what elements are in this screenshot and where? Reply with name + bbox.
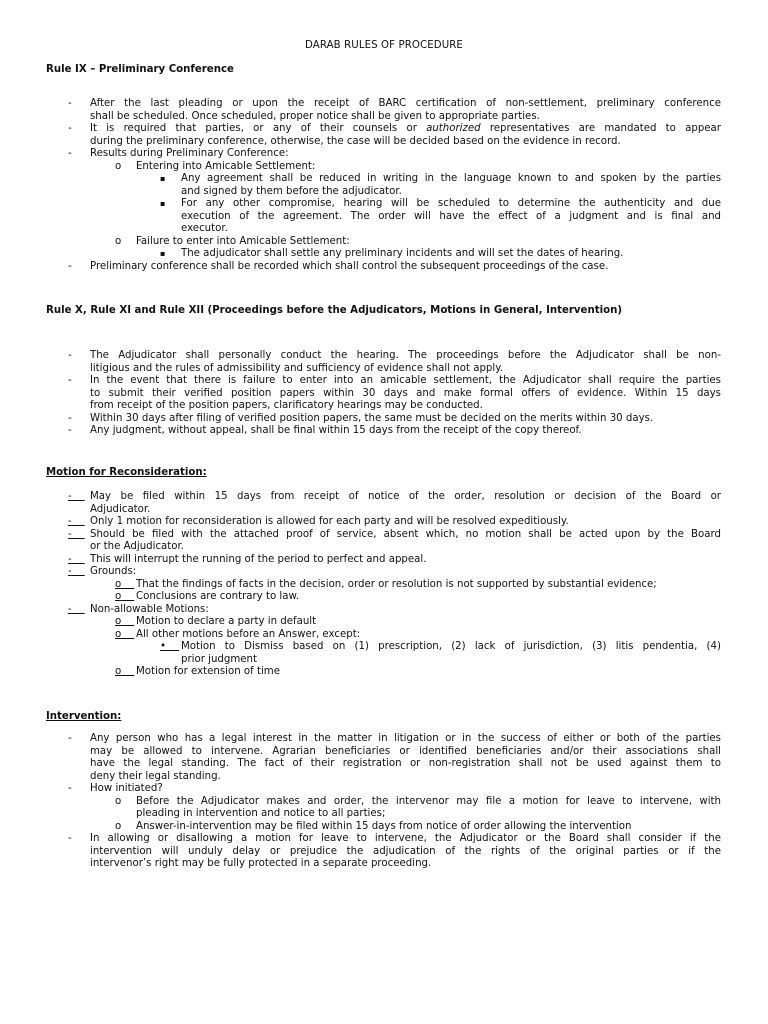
dash-marker: - bbox=[68, 123, 72, 134]
list-item: o Before the Adjudicator makes and order, the intervenor may file a motion for leave to intervene, with bbox=[115, 795, 721, 807]
circle-marker: o bbox=[115, 160, 122, 172]
circle-marker: o bbox=[115, 820, 122, 832]
dash-marker: - bbox=[68, 350, 72, 361]
circle-marker: o bbox=[115, 578, 122, 590]
list-item: - May be filed within 15 days from receipt of notice of the order, resolution or decision of the Board or bbox=[68, 491, 721, 502]
circle-marker: o bbox=[115, 616, 122, 627]
list-item: - Results during Preliminary Conference: bbox=[68, 148, 289, 159]
list-item-continuation: executor. bbox=[181, 223, 228, 234]
list-item-continuation: shall be scheduled. Once scheduled, proper notice shall be given to appropriate parties. bbox=[90, 110, 540, 122]
motion-reconsideration-heading: Motion for Reconsideration: bbox=[46, 467, 207, 478]
list-item: - How initiated? bbox=[68, 783, 163, 794]
list-item-continuation: deny their legal standing. bbox=[90, 770, 221, 782]
rule-ix-heading: Rule IX – Preliminary Conference bbox=[46, 64, 234, 75]
list-item-continuation: Adjudicator. bbox=[90, 503, 151, 515]
list-item: ▪ For any other compromise, hearing will be scheduled to determine the authenticity and due bbox=[160, 198, 721, 209]
list-item: • Motion to Dismiss based on (1) prescription, (2) lack of jurisdiction, (3) litis pendentia, (4) bbox=[160, 641, 721, 652]
list-item: o Motion for extension of time bbox=[115, 666, 280, 677]
list-item-continuation: prior judgment bbox=[181, 653, 258, 665]
list-item-continuation: and signed by them before the adjudicator. bbox=[181, 185, 402, 197]
dash-marker: - bbox=[68, 491, 72, 502]
bullet-marker: • bbox=[160, 641, 167, 652]
list-item: ▪ Any agreement shall be reduced in writing in the language known to and spoken by the parties bbox=[160, 173, 721, 184]
list-item: - In the event that there is failure to enter into an amicable settlement, the Adjudicator shall require the parties bbox=[68, 375, 721, 386]
list-item: ▪ The adjudicator shall settle any preliminary incidents and will set the dates of hearing. bbox=[160, 248, 624, 259]
list-item: - It is required that parties, or any of their counsels or authorized representatives are mandated to appear bbox=[68, 123, 721, 134]
list-item-continuation: pleading in intervention and notice to all parties; bbox=[136, 808, 386, 819]
square-bullet-marker: ▪ bbox=[160, 174, 166, 183]
list-item: - Should be filed with the attached proof of service, absent which, no motion shall be acted upon by the Board bbox=[68, 528, 721, 540]
dash-marker: - bbox=[68, 603, 72, 615]
square-bullet-marker: ▪ bbox=[160, 249, 166, 258]
circle-marker: o bbox=[115, 235, 122, 247]
list-item: - Only 1 motion for reconsideration is allowed for each party and will be resolved expeditiously. bbox=[68, 516, 569, 527]
list-item: - Any judgment, without appeal, shall be final within 15 days from the receipt of the copy thereof. bbox=[68, 425, 582, 436]
list-item-continuation: may be allowed to intervene. Agrarian beneficiaries or identified beneficiaries and/or their associations shall bbox=[90, 745, 721, 757]
dash-marker: - bbox=[68, 98, 72, 109]
dash-marker: - bbox=[68, 553, 72, 565]
circle-marker: o bbox=[115, 795, 122, 807]
list-item: o Entering into Amicable Settlement: bbox=[115, 160, 316, 172]
list-item: - This will interrupt the running of the period to perfect and appeal. bbox=[68, 553, 427, 565]
rule-x-list bbox=[0, 350, 768, 438]
dash-marker: - bbox=[68, 733, 72, 744]
list-item: - Non-allowable Motions: bbox=[68, 603, 209, 615]
list-item-continuation: to submit their verified position papers within 30 days and make formal offers of evidence. Within 15 days bbox=[90, 387, 721, 399]
list-item: - After the last pleading or upon the receipt of BARC certification of non-settlement, preliminary conference bbox=[68, 98, 721, 109]
list-item-continuation: or the Adjudicator. bbox=[90, 541, 185, 552]
document-title: DARAB RULES OF PROCEDURE bbox=[305, 40, 463, 51]
list-item: o Answer-in-intervention may be filed within 15 days from notice of order allowing the intervention bbox=[115, 820, 632, 832]
intervention-list bbox=[0, 733, 768, 871]
dash-marker: - bbox=[68, 528, 72, 540]
list-item: - Any person who has a legal interest in the matter in litigation or in the success of either or both of the parties bbox=[68, 733, 721, 744]
dash-marker: - bbox=[68, 566, 72, 577]
list-item-continuation: execution of the agreement. The order will have the effect of a judgment and is final and bbox=[181, 210, 721, 222]
rule-ix-list bbox=[0, 98, 768, 273]
list-item: o Conclusions are contrary to law. bbox=[115, 591, 300, 602]
rule-x-heading: Rule X, Rule XI and Rule XII (Proceedings before the Adjudicators, Motions in General, Intervention) bbox=[46, 305, 622, 316]
list-item: - Within 30 days after filing of verified position papers, the same must be decided on the merits within 30 days. bbox=[68, 412, 654, 424]
circle-marker: o bbox=[115, 628, 122, 640]
list-item-continuation: during the preliminary conference, otherwise, the case will be decided based on the evidence in record. bbox=[90, 135, 621, 147]
dash-marker: - bbox=[68, 375, 72, 386]
list-item: - In allowing or disallowing a motion for leave to intervene, the Adjudicator or the Board shall consider if the bbox=[68, 833, 721, 844]
list-item-continuation: litigious and the rules of admissibility and sufficiency of evidence shall not apply. bbox=[90, 362, 504, 374]
dash-marker: - bbox=[68, 833, 72, 844]
list-item: - The Adjudicator shall personally conduct the hearing. The proceedings before the Adjudicator shall be non- bbox=[68, 350, 721, 361]
list-item: o That the findings of facts in the decision, order or resolution is not supported by substantial evidence; bbox=[115, 578, 657, 590]
circle-marker: o bbox=[115, 591, 122, 602]
dash-marker: - bbox=[68, 516, 72, 527]
list-item: o All other motions before an Answer, except: bbox=[115, 628, 361, 640]
list-item-continuation: have the legal standing. The fact of their registration or non-registration shall not be used against them to bbox=[90, 758, 721, 769]
list-item-continuation: intervenor’s right may be fully protected in a separate proceeding. bbox=[90, 858, 432, 869]
dash-marker: - bbox=[68, 412, 72, 424]
list-item: o Motion to declare a party in default bbox=[115, 616, 317, 627]
motion-reconsideration-list bbox=[0, 491, 768, 679]
square-bullet-marker: ▪ bbox=[160, 199, 166, 208]
list-item-continuation: from receipt of the position papers, clarificatory hearings may be conducted. bbox=[90, 400, 483, 411]
circle-marker: o bbox=[115, 666, 122, 677]
list-item: - Preliminary conference shall be recorded which shall control the subsequent proceedings of the case. bbox=[68, 260, 609, 272]
list-item-continuation: intervention will unduly delay or prejudice the adjudication of the rights of the original parties or if the bbox=[90, 845, 721, 857]
list-item: - Grounds: bbox=[68, 566, 137, 577]
dash-marker: - bbox=[68, 148, 72, 159]
list-item: o Failure to enter into Amicable Settlement: bbox=[115, 235, 350, 247]
intervention-heading: Intervention: bbox=[46, 711, 122, 722]
dash-marker: - bbox=[68, 260, 72, 272]
dash-marker: - bbox=[68, 783, 72, 794]
dash-marker: - bbox=[68, 425, 72, 436]
